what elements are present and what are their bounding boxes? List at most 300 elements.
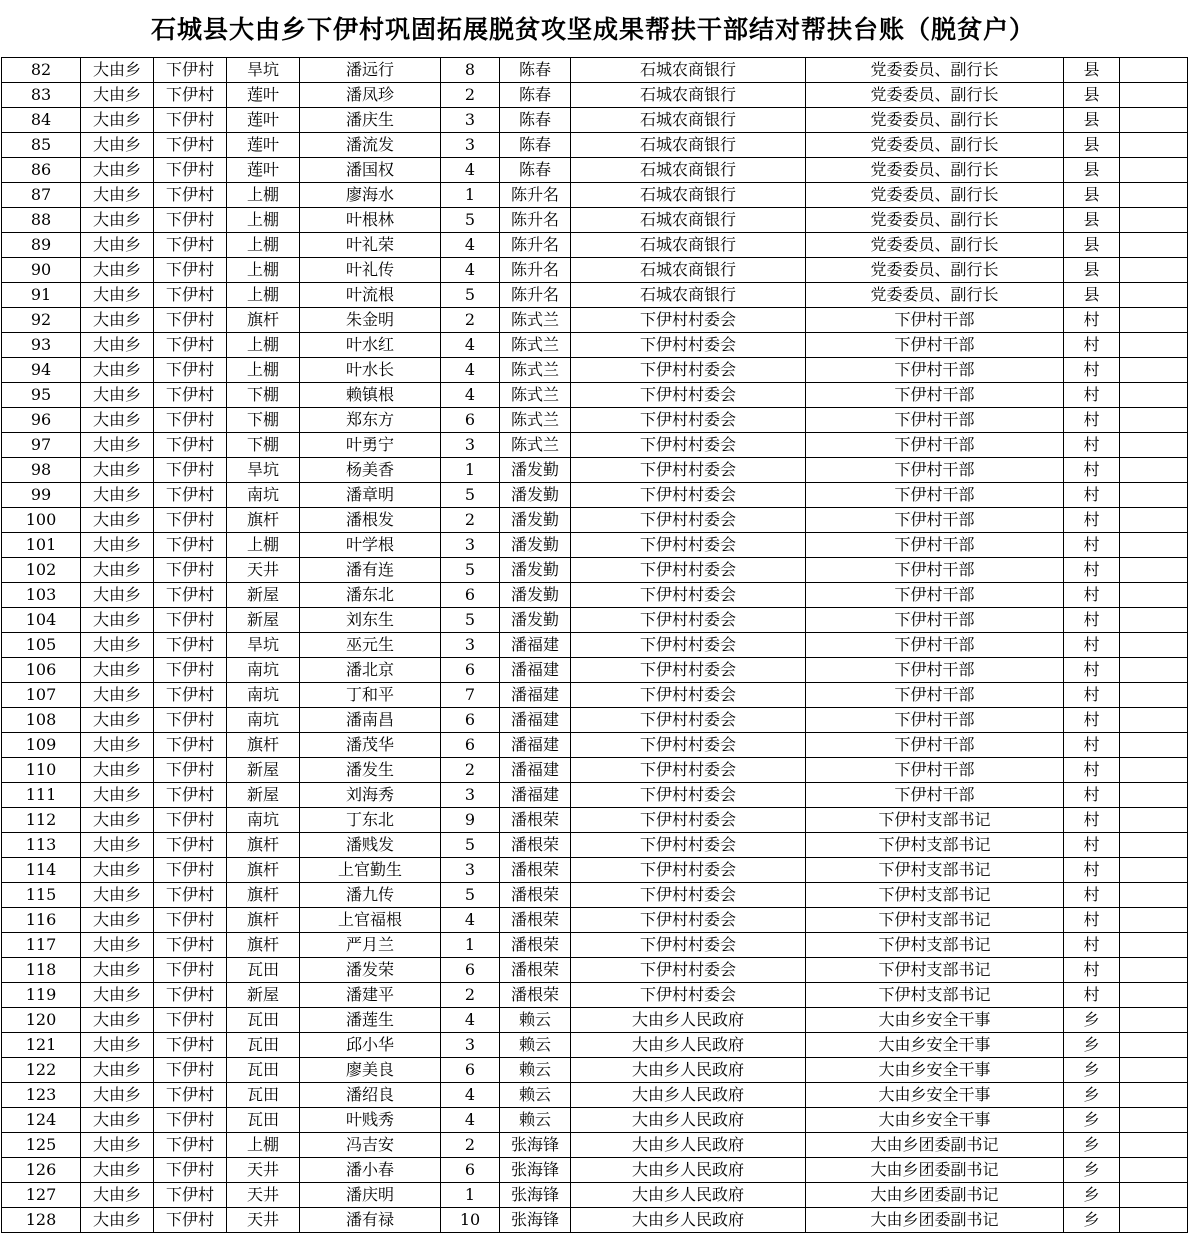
remark-cell bbox=[1120, 783, 1188, 808]
cadre-position-cell: 下伊村干部 bbox=[806, 508, 1064, 533]
village-cell: 下伊村 bbox=[154, 758, 227, 783]
cadre-name-cell: 潘根荣 bbox=[500, 983, 571, 1008]
cadre-unit-cell: 下伊村村委会 bbox=[571, 308, 806, 333]
household-size-cell: 2 bbox=[441, 308, 500, 333]
household-size-cell: 1 bbox=[441, 933, 500, 958]
cadre-unit-cell: 下伊村村委会 bbox=[571, 508, 806, 533]
cadre-name-cell: 潘福建 bbox=[500, 783, 571, 808]
household-name-cell: 潘北京 bbox=[300, 658, 441, 683]
household-size-cell: 10 bbox=[441, 1208, 500, 1233]
household-name-cell: 邱小华 bbox=[300, 1033, 441, 1058]
level-cell: 县 bbox=[1064, 108, 1120, 133]
village-cell: 下伊村 bbox=[154, 508, 227, 533]
household-size-cell: 1 bbox=[441, 183, 500, 208]
level-cell: 村 bbox=[1064, 583, 1120, 608]
row-number: 86 bbox=[2, 158, 81, 183]
cadre-position-cell: 大由乡团委副书记 bbox=[806, 1158, 1064, 1183]
village-cell: 下伊村 bbox=[154, 233, 227, 258]
remark-cell bbox=[1120, 1058, 1188, 1083]
household-size-cell: 6 bbox=[441, 958, 500, 983]
table-row bbox=[2, 833, 1188, 858]
township-cell: 大由乡 bbox=[81, 333, 154, 358]
village-cell: 下伊村 bbox=[154, 408, 227, 433]
cadre-name-cell: 潘根荣 bbox=[500, 908, 571, 933]
table-row bbox=[2, 808, 1188, 833]
table-row bbox=[2, 658, 1188, 683]
level-cell: 村 bbox=[1064, 408, 1120, 433]
household-size-cell: 4 bbox=[441, 908, 500, 933]
cadre-unit-cell: 石城农商银行 bbox=[571, 233, 806, 258]
household-name-cell: 杨美香 bbox=[300, 458, 441, 483]
table-row bbox=[2, 458, 1188, 483]
cadre-name-cell: 张海锋 bbox=[500, 1158, 571, 1183]
table-row bbox=[2, 83, 1188, 108]
group-cell: 南坑 bbox=[227, 708, 300, 733]
group-cell: 上棚 bbox=[227, 233, 300, 258]
cadre-name-cell: 潘根荣 bbox=[500, 808, 571, 833]
cadre-name-cell: 赖云 bbox=[500, 1058, 571, 1083]
row-number: 122 bbox=[2, 1058, 81, 1083]
household-size-cell: 6 bbox=[441, 1158, 500, 1183]
household-size-cell: 3 bbox=[441, 133, 500, 158]
village-cell: 下伊村 bbox=[154, 883, 227, 908]
table-row bbox=[2, 358, 1188, 383]
cadre-unit-cell: 下伊村村委会 bbox=[571, 633, 806, 658]
cadre-name-cell: 陈式兰 bbox=[500, 408, 571, 433]
group-cell: 天井 bbox=[227, 1208, 300, 1233]
level-cell: 村 bbox=[1064, 433, 1120, 458]
cadre-unit-cell: 大由乡人民政府 bbox=[571, 1108, 806, 1133]
cadre-position-cell: 下伊村支部书记 bbox=[806, 958, 1064, 983]
household-name-cell: 叶水长 bbox=[300, 358, 441, 383]
group-cell: 上棚 bbox=[227, 258, 300, 283]
row-number: 120 bbox=[2, 1008, 81, 1033]
row-number: 107 bbox=[2, 683, 81, 708]
household-size-cell: 8 bbox=[441, 58, 500, 83]
level-cell: 村 bbox=[1064, 558, 1120, 583]
cadre-position-cell: 党委委员、副行长 bbox=[806, 183, 1064, 208]
cadre-name-cell: 赖云 bbox=[500, 1083, 571, 1108]
cadre-unit-cell: 石城农商银行 bbox=[571, 133, 806, 158]
cadre-name-cell: 张海锋 bbox=[500, 1133, 571, 1158]
household-size-cell: 4 bbox=[441, 1083, 500, 1108]
township-cell: 大由乡 bbox=[81, 758, 154, 783]
village-cell: 下伊村 bbox=[154, 708, 227, 733]
cadre-unit-cell: 下伊村村委会 bbox=[571, 758, 806, 783]
household-size-cell: 9 bbox=[441, 808, 500, 833]
village-cell: 下伊村 bbox=[154, 783, 227, 808]
household-name-cell: 丁和平 bbox=[300, 683, 441, 708]
group-cell: 莲叶 bbox=[227, 108, 300, 133]
cadre-name-cell: 潘福建 bbox=[500, 633, 571, 658]
table-row bbox=[2, 1183, 1188, 1208]
group-cell: 新屋 bbox=[227, 783, 300, 808]
remark-cell bbox=[1120, 1208, 1188, 1233]
cadre-name-cell: 潘发勤 bbox=[500, 533, 571, 558]
household-size-cell: 3 bbox=[441, 858, 500, 883]
cadre-unit-cell: 石城农商银行 bbox=[571, 258, 806, 283]
remark-cell bbox=[1120, 1083, 1188, 1108]
row-number: 118 bbox=[2, 958, 81, 983]
cadre-position-cell: 下伊村干部 bbox=[806, 383, 1064, 408]
table-row bbox=[2, 533, 1188, 558]
household-size-cell: 2 bbox=[441, 983, 500, 1008]
level-cell: 村 bbox=[1064, 908, 1120, 933]
household-size-cell: 4 bbox=[441, 1108, 500, 1133]
village-cell: 下伊村 bbox=[154, 833, 227, 858]
table-row bbox=[2, 383, 1188, 408]
township-cell: 大由乡 bbox=[81, 983, 154, 1008]
village-cell: 下伊村 bbox=[154, 583, 227, 608]
group-cell: 新屋 bbox=[227, 583, 300, 608]
cadre-name-cell: 陈升名 bbox=[500, 283, 571, 308]
cadre-unit-cell: 石城农商银行 bbox=[571, 58, 806, 83]
group-cell: 下棚 bbox=[227, 433, 300, 458]
household-name-cell: 潘建平 bbox=[300, 983, 441, 1008]
village-cell: 下伊村 bbox=[154, 83, 227, 108]
group-cell: 旱坑 bbox=[227, 633, 300, 658]
township-cell: 大由乡 bbox=[81, 1108, 154, 1133]
household-name-cell: 刘海秀 bbox=[300, 783, 441, 808]
village-cell: 下伊村 bbox=[154, 358, 227, 383]
township-cell: 大由乡 bbox=[81, 633, 154, 658]
remark-cell bbox=[1120, 983, 1188, 1008]
cadre-name-cell: 潘发勤 bbox=[500, 583, 571, 608]
household-name-cell: 潘庆生 bbox=[300, 108, 441, 133]
row-number: 84 bbox=[2, 108, 81, 133]
township-cell: 大由乡 bbox=[81, 533, 154, 558]
cadre-name-cell: 潘根荣 bbox=[500, 933, 571, 958]
cadre-name-cell: 陈升名 bbox=[500, 258, 571, 283]
table-row bbox=[2, 258, 1188, 283]
table-row bbox=[2, 758, 1188, 783]
remark-cell bbox=[1120, 133, 1188, 158]
cadre-unit-cell: 下伊村村委会 bbox=[571, 433, 806, 458]
level-cell: 乡 bbox=[1064, 1183, 1120, 1208]
group-cell: 瓦田 bbox=[227, 1108, 300, 1133]
level-cell: 县 bbox=[1064, 133, 1120, 158]
group-cell: 天井 bbox=[227, 1183, 300, 1208]
household-size-cell: 3 bbox=[441, 533, 500, 558]
remark-cell bbox=[1120, 408, 1188, 433]
cadre-name-cell: 潘福建 bbox=[500, 683, 571, 708]
village-cell: 下伊村 bbox=[154, 1083, 227, 1108]
household-name-cell: 叶贱秀 bbox=[300, 1108, 441, 1133]
row-number: 109 bbox=[2, 733, 81, 758]
cadre-position-cell: 党委委员、副行长 bbox=[806, 58, 1064, 83]
cadre-name-cell: 潘福建 bbox=[500, 733, 571, 758]
household-name-cell: 叶勇宁 bbox=[300, 433, 441, 458]
row-number: 127 bbox=[2, 1183, 81, 1208]
level-cell: 村 bbox=[1064, 858, 1120, 883]
row-number: 125 bbox=[2, 1133, 81, 1158]
township-cell: 大由乡 bbox=[81, 283, 154, 308]
cadre-name-cell: 陈春 bbox=[500, 108, 571, 133]
remark-cell bbox=[1120, 533, 1188, 558]
township-cell: 大由乡 bbox=[81, 433, 154, 458]
level-cell: 村 bbox=[1064, 733, 1120, 758]
level-cell: 村 bbox=[1064, 708, 1120, 733]
remark-cell bbox=[1120, 458, 1188, 483]
township-cell: 大由乡 bbox=[81, 383, 154, 408]
cadre-unit-cell: 下伊村村委会 bbox=[571, 883, 806, 908]
remark-cell bbox=[1120, 883, 1188, 908]
household-name-cell: 潘根发 bbox=[300, 508, 441, 533]
village-cell: 下伊村 bbox=[154, 1158, 227, 1183]
cadre-position-cell: 下伊村支部书记 bbox=[806, 883, 1064, 908]
household-name-cell: 廖美良 bbox=[300, 1058, 441, 1083]
cadre-unit-cell: 下伊村村委会 bbox=[571, 733, 806, 758]
row-number: 115 bbox=[2, 883, 81, 908]
row-number: 82 bbox=[2, 58, 81, 83]
township-cell: 大由乡 bbox=[81, 83, 154, 108]
household-size-cell: 2 bbox=[441, 758, 500, 783]
row-number: 116 bbox=[2, 908, 81, 933]
township-cell: 大由乡 bbox=[81, 458, 154, 483]
village-cell: 下伊村 bbox=[154, 1183, 227, 1208]
group-cell: 天井 bbox=[227, 558, 300, 583]
cadre-unit-cell: 大由乡人民政府 bbox=[571, 1158, 806, 1183]
household-size-cell: 6 bbox=[441, 658, 500, 683]
group-cell: 上棚 bbox=[227, 533, 300, 558]
township-cell: 大由乡 bbox=[81, 608, 154, 633]
group-cell: 下棚 bbox=[227, 383, 300, 408]
row-number: 101 bbox=[2, 533, 81, 558]
level-cell: 县 bbox=[1064, 58, 1120, 83]
remark-cell bbox=[1120, 83, 1188, 108]
group-cell: 上棚 bbox=[227, 183, 300, 208]
table-row bbox=[2, 958, 1188, 983]
household-size-cell: 3 bbox=[441, 433, 500, 458]
ledger-body bbox=[2, 58, 1188, 1233]
household-size-cell: 6 bbox=[441, 733, 500, 758]
household-size-cell: 4 bbox=[441, 358, 500, 383]
table-row bbox=[2, 158, 1188, 183]
table-row bbox=[2, 58, 1188, 83]
village-cell: 下伊村 bbox=[154, 308, 227, 333]
group-cell: 瓦田 bbox=[227, 1008, 300, 1033]
row-number: 87 bbox=[2, 183, 81, 208]
cadre-name-cell: 潘发勤 bbox=[500, 483, 571, 508]
household-name-cell: 丁东北 bbox=[300, 808, 441, 833]
village-cell: 下伊村 bbox=[154, 1058, 227, 1083]
table-row bbox=[2, 308, 1188, 333]
remark-cell bbox=[1120, 583, 1188, 608]
level-cell: 村 bbox=[1064, 533, 1120, 558]
township-cell: 大由乡 bbox=[81, 1208, 154, 1233]
household-size-cell: 4 bbox=[441, 258, 500, 283]
household-name-cell: 叶学根 bbox=[300, 533, 441, 558]
cadre-unit-cell: 下伊村村委会 bbox=[571, 983, 806, 1008]
cadre-position-cell: 下伊村支部书记 bbox=[806, 908, 1064, 933]
group-cell: 瓦田 bbox=[227, 958, 300, 983]
level-cell: 县 bbox=[1064, 183, 1120, 208]
group-cell: 瓦田 bbox=[227, 1033, 300, 1058]
row-number: 102 bbox=[2, 558, 81, 583]
cadre-name-cell: 潘发勤 bbox=[500, 508, 571, 533]
remark-cell bbox=[1120, 808, 1188, 833]
cadre-position-cell: 下伊村支部书记 bbox=[806, 858, 1064, 883]
cadre-name-cell: 张海锋 bbox=[500, 1183, 571, 1208]
row-number: 83 bbox=[2, 83, 81, 108]
remark-cell bbox=[1120, 333, 1188, 358]
cadre-unit-cell: 下伊村村委会 bbox=[571, 658, 806, 683]
cadre-position-cell: 党委委员、副行长 bbox=[806, 258, 1064, 283]
cadre-unit-cell: 大由乡人民政府 bbox=[571, 1083, 806, 1108]
cadre-position-cell: 大由乡团委副书记 bbox=[806, 1183, 1064, 1208]
table-row bbox=[2, 783, 1188, 808]
household-size-cell: 2 bbox=[441, 83, 500, 108]
row-number: 90 bbox=[2, 258, 81, 283]
township-cell: 大由乡 bbox=[81, 1183, 154, 1208]
cadre-position-cell: 党委委员、副行长 bbox=[806, 283, 1064, 308]
cadre-position-cell: 下伊村干部 bbox=[806, 308, 1064, 333]
village-cell: 下伊村 bbox=[154, 633, 227, 658]
township-cell: 大由乡 bbox=[81, 183, 154, 208]
cadre-name-cell: 赖云 bbox=[500, 1108, 571, 1133]
cadre-name-cell: 潘根荣 bbox=[500, 958, 571, 983]
township-cell: 大由乡 bbox=[81, 683, 154, 708]
cadre-name-cell: 陈式兰 bbox=[500, 433, 571, 458]
group-cell: 上棚 bbox=[227, 208, 300, 233]
level-cell: 村 bbox=[1064, 683, 1120, 708]
level-cell: 村 bbox=[1064, 808, 1120, 833]
cadre-unit-cell: 下伊村村委会 bbox=[571, 558, 806, 583]
remark-cell bbox=[1120, 558, 1188, 583]
township-cell: 大由乡 bbox=[81, 1158, 154, 1183]
table-row bbox=[2, 483, 1188, 508]
cadre-position-cell: 下伊村干部 bbox=[806, 708, 1064, 733]
row-number: 126 bbox=[2, 1158, 81, 1183]
household-name-cell: 叶礼传 bbox=[300, 258, 441, 283]
page-title: 石城县大由乡下伊村巩固拓展脱贫攻坚成果帮扶干部结对帮扶台账（脱贫户） bbox=[150, 15, 1035, 44]
remark-cell bbox=[1120, 233, 1188, 258]
village-cell: 下伊村 bbox=[154, 158, 227, 183]
group-cell: 旗杆 bbox=[227, 933, 300, 958]
remark-cell bbox=[1120, 833, 1188, 858]
cadre-position-cell: 下伊村支部书记 bbox=[806, 983, 1064, 1008]
township-cell: 大由乡 bbox=[81, 658, 154, 683]
level-cell: 村 bbox=[1064, 458, 1120, 483]
level-cell: 村 bbox=[1064, 308, 1120, 333]
remark-cell bbox=[1120, 208, 1188, 233]
remark-cell bbox=[1120, 508, 1188, 533]
township-cell: 大由乡 bbox=[81, 733, 154, 758]
household-name-cell: 巫元生 bbox=[300, 633, 441, 658]
level-cell: 县 bbox=[1064, 283, 1120, 308]
row-number: 99 bbox=[2, 483, 81, 508]
household-name-cell: 潘小春 bbox=[300, 1158, 441, 1183]
household-name-cell: 潘九传 bbox=[300, 883, 441, 908]
township-cell: 大由乡 bbox=[81, 1133, 154, 1158]
cadre-unit-cell: 大由乡人民政府 bbox=[571, 1183, 806, 1208]
table-row bbox=[2, 733, 1188, 758]
cadre-position-cell: 下伊村干部 bbox=[806, 608, 1064, 633]
cadre-position-cell: 大由乡安全干事 bbox=[806, 1108, 1064, 1133]
group-cell: 南坑 bbox=[227, 483, 300, 508]
row-number: 85 bbox=[2, 133, 81, 158]
group-cell: 上棚 bbox=[227, 1133, 300, 1158]
household-size-cell: 5 bbox=[441, 558, 500, 583]
table-row bbox=[2, 1133, 1188, 1158]
cadre-position-cell: 党委委员、副行长 bbox=[806, 158, 1064, 183]
cadre-unit-cell: 石城农商银行 bbox=[571, 158, 806, 183]
household-name-cell: 朱金明 bbox=[300, 308, 441, 333]
cadre-unit-cell: 下伊村村委会 bbox=[571, 808, 806, 833]
village-cell: 下伊村 bbox=[154, 58, 227, 83]
cadre-unit-cell: 下伊村村委会 bbox=[571, 383, 806, 408]
row-number: 123 bbox=[2, 1083, 81, 1108]
village-cell: 下伊村 bbox=[154, 458, 227, 483]
remark-cell bbox=[1120, 733, 1188, 758]
household-name-cell: 潘发生 bbox=[300, 758, 441, 783]
cadre-position-cell: 下伊村干部 bbox=[806, 733, 1064, 758]
row-number: 119 bbox=[2, 983, 81, 1008]
township-cell: 大由乡 bbox=[81, 233, 154, 258]
table-row bbox=[2, 183, 1188, 208]
remark-cell bbox=[1120, 1158, 1188, 1183]
cadre-position-cell: 党委委员、副行长 bbox=[806, 83, 1064, 108]
remark-cell bbox=[1120, 1133, 1188, 1158]
township-cell: 大由乡 bbox=[81, 158, 154, 183]
household-name-cell: 潘凤珍 bbox=[300, 83, 441, 108]
cadre-position-cell: 大由乡安全干事 bbox=[806, 1058, 1064, 1083]
cadre-position-cell: 下伊村干部 bbox=[806, 758, 1064, 783]
row-number: 108 bbox=[2, 708, 81, 733]
remark-cell bbox=[1120, 483, 1188, 508]
level-cell: 村 bbox=[1064, 783, 1120, 808]
cadre-position-cell: 党委委员、副行长 bbox=[806, 133, 1064, 158]
village-cell: 下伊村 bbox=[154, 333, 227, 358]
cadre-name-cell: 赖云 bbox=[500, 1008, 571, 1033]
township-cell: 大由乡 bbox=[81, 258, 154, 283]
village-cell: 下伊村 bbox=[154, 258, 227, 283]
township-cell: 大由乡 bbox=[81, 408, 154, 433]
cadre-name-cell: 潘根荣 bbox=[500, 883, 571, 908]
township-cell: 大由乡 bbox=[81, 708, 154, 733]
remark-cell bbox=[1120, 708, 1188, 733]
household-name-cell: 叶礼荣 bbox=[300, 233, 441, 258]
table-row bbox=[2, 233, 1188, 258]
remark-cell bbox=[1120, 358, 1188, 383]
table-row bbox=[2, 1008, 1188, 1033]
cadre-position-cell: 下伊村干部 bbox=[806, 633, 1064, 658]
village-cell: 下伊村 bbox=[154, 133, 227, 158]
household-size-cell: 5 bbox=[441, 483, 500, 508]
level-cell: 乡 bbox=[1064, 1008, 1120, 1033]
table-row bbox=[2, 508, 1188, 533]
cadre-unit-cell: 下伊村村委会 bbox=[571, 908, 806, 933]
table-row bbox=[2, 1033, 1188, 1058]
cadre-name-cell: 潘福建 bbox=[500, 758, 571, 783]
township-cell: 大由乡 bbox=[81, 858, 154, 883]
level-cell: 乡 bbox=[1064, 1158, 1120, 1183]
village-cell: 下伊村 bbox=[154, 483, 227, 508]
village-cell: 下伊村 bbox=[154, 383, 227, 408]
row-number: 113 bbox=[2, 833, 81, 858]
household-name-cell: 潘有禄 bbox=[300, 1208, 441, 1233]
township-cell: 大由乡 bbox=[81, 358, 154, 383]
village-cell: 下伊村 bbox=[154, 533, 227, 558]
cadre-unit-cell: 下伊村村委会 bbox=[571, 708, 806, 733]
row-number: 121 bbox=[2, 1033, 81, 1058]
household-name-cell: 叶根林 bbox=[300, 208, 441, 233]
township-cell: 大由乡 bbox=[81, 908, 154, 933]
row-number: 94 bbox=[2, 358, 81, 383]
level-cell: 村 bbox=[1064, 483, 1120, 508]
table-row bbox=[2, 433, 1188, 458]
cadre-name-cell: 陈式兰 bbox=[500, 383, 571, 408]
